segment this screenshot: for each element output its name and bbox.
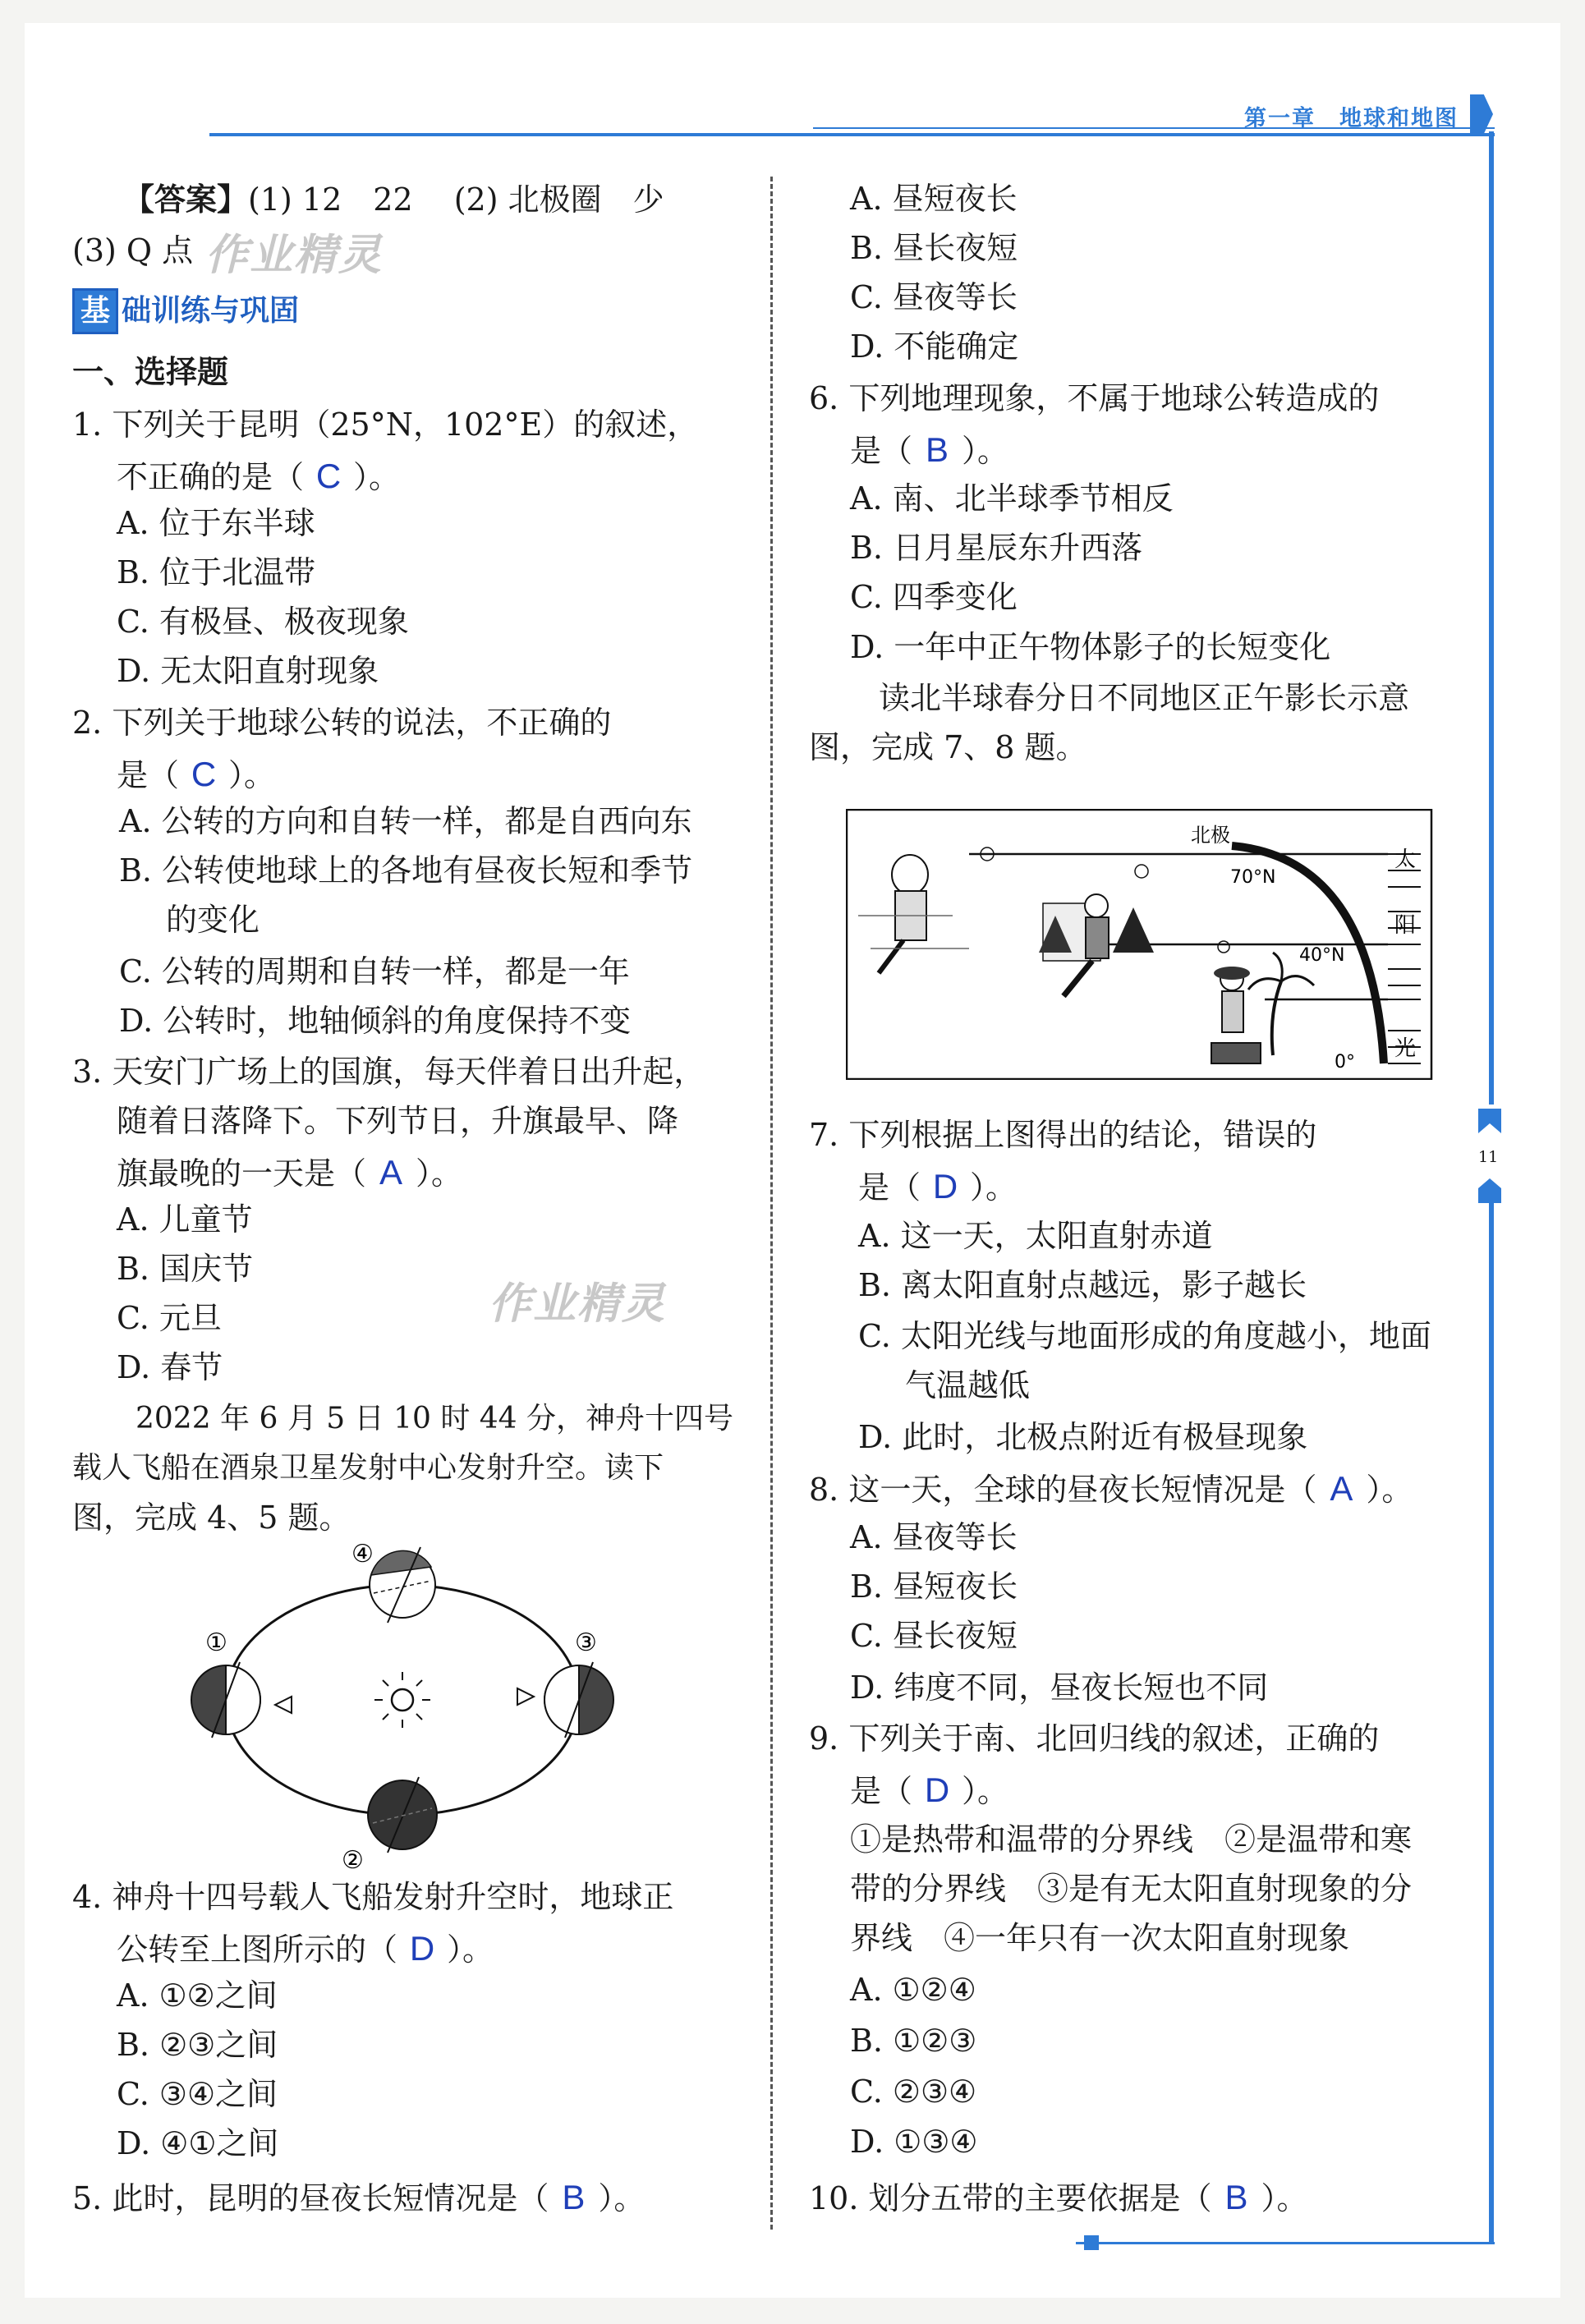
q9-statement: 带的分界线 ③是有无太阳直射现象的分 <box>850 1871 1413 1907</box>
q9-option: D. ①③④ <box>850 2124 978 2160</box>
intro-45: 2022 年 6 月 5 日 10 时 44 分，神舟十四号 <box>136 1402 734 1435</box>
q9-option: C. ②③④ <box>850 2074 977 2110</box>
q6-option: B. 日月星辰东升西落 <box>850 530 1143 566</box>
q9-statement: ①是热带和温带的分界线 ②是温带和寒 <box>850 1821 1413 1858</box>
q2-option: B. 公转使地球上的各地有昼夜长短和季节 <box>119 852 693 889</box>
q3-stem-2: 随着日落降下。下列节日，升旗最早、降 <box>117 1103 679 1139</box>
q1-answer: C <box>315 457 342 495</box>
orbit-diagram <box>181 1544 641 1872</box>
q4-option: B. ②③之间 <box>117 2027 278 2063</box>
q3-stem: 3. 天安门广场上的国旗，每天伴着日出升起， <box>72 1054 705 1090</box>
q4-option: D. ④①之间 <box>117 2125 279 2161</box>
q6-answer: B <box>926 430 949 469</box>
label-sun-1: 太 <box>1394 847 1417 872</box>
label-4: ④ <box>351 1544 374 1568</box>
label-1: ① <box>205 1628 227 1657</box>
intro-45: 载人飞船在酒泉卫星发射中心发射升空。读下 <box>72 1451 664 1485</box>
earth-position-2 <box>368 1777 437 1853</box>
q7-stem: 7. 下列根据上图得出的结论，错误的 <box>809 1117 1317 1153</box>
q6-option: A. 南、北半球季节相反 <box>850 480 1174 517</box>
q3-option: D. 春节 <box>117 1349 223 1385</box>
label-0: 0° <box>1335 1052 1355 1072</box>
q9-option: B. ①②③ <box>850 2023 977 2059</box>
sun-icon <box>374 1672 430 1728</box>
label-70n: 70°N <box>1230 867 1276 888</box>
q6-option: D. 一年中正午物体影子的长短变化 <box>850 629 1331 665</box>
q9-stem-2: 是（ D ）。 <box>850 1771 1009 1809</box>
q8-option: A. 昼夜等长 <box>850 1519 1018 1555</box>
q1-stem-2: 不正确的是（ C ）。 <box>117 457 401 495</box>
q8-option: D. 纬度不同，昼夜长短也不同 <box>850 1670 1269 1706</box>
q3-option: A. 儿童节 <box>117 1201 253 1238</box>
q4-option: C. ③④之间 <box>117 2076 278 2112</box>
page-number: 11 <box>1478 1148 1499 1166</box>
answer-line-2: (3) Q 点 <box>72 232 194 269</box>
q6-stem-2: 是（ B ）。 <box>850 430 1009 469</box>
q8-answer: A <box>1330 1469 1353 1508</box>
q1-option: D. 无太阳直射现象 <box>117 653 379 689</box>
q3-stem-3: 旗最晚的一天是（ A ）。 <box>117 1153 463 1192</box>
q9-option: A. ①②④ <box>850 1972 976 2008</box>
q4-stem-2: 公转至上图所示的（ D ）。 <box>117 1929 494 1968</box>
label-north-pole: 北极 <box>1191 824 1230 847</box>
q1-stem: 1. 下列关于昆明（25°N，102°E）的叙述， <box>72 406 699 443</box>
chapter-header: 第一章 地球和地图 <box>1244 106 1459 131</box>
q9-answer: D <box>924 1771 950 1809</box>
q2-stem: 2. 下列关于地球公转的说法，不正确的 <box>72 705 612 741</box>
label-40n: 40°N <box>1299 945 1345 966</box>
q7-option: D. 此时，北极点附近有极昼现象 <box>858 1419 1308 1455</box>
q2-option: A. 公转的方向和自转一样，都是自西向东 <box>119 803 692 839</box>
q9-stem: 9. 下列关于南、北回归线的叙述，正确的 <box>809 1720 1380 1757</box>
earth-position-4 <box>370 1547 435 1623</box>
q7-option: B. 离太阳直射点越远，影子越长 <box>858 1267 1307 1303</box>
intro-78: 图，完成 7、8 题。 <box>809 729 1087 765</box>
q5-option: B. 昼长夜短 <box>850 230 1018 266</box>
q3-option: C. 元旦 <box>117 1300 222 1336</box>
q1-option: B. 位于北温带 <box>117 554 316 590</box>
q7-option: A. 这一天，太阳直射赤道 <box>858 1218 1213 1254</box>
label-2: ② <box>342 1846 364 1872</box>
q2-option: C. 公转的周期和自转一样，都是一年 <box>119 953 630 990</box>
q10-stem: 10. 划分五带的主要依据是（ B ）。 <box>809 2178 1308 2216</box>
q7-option: C. 太阳光线与地面形成的角度越小，地面 <box>858 1318 1431 1354</box>
q2-answer: C <box>191 755 217 793</box>
q4-stem: 4. 神舟十四号载人飞船发射升空时，地球正 <box>72 1879 674 1915</box>
q5-option: A. 昼短夜长 <box>850 181 1018 217</box>
q5-stem: 5. 此时，昆明的昼夜长短情况是（ B ）。 <box>72 2178 645 2216</box>
q8-option: B. 昼短夜长 <box>850 1568 1018 1605</box>
q2-stem-2: 是（ C ）。 <box>117 755 276 793</box>
q6-option: C. 四季变化 <box>850 579 1018 615</box>
q7-answer: D <box>932 1167 958 1206</box>
footer-rule <box>1076 2242 1495 2244</box>
answer-line-1: 【答案】(1) 12 22 (2) 北极圈 少 <box>123 181 664 218</box>
q8-option: C. 昼长夜短 <box>850 1618 1018 1654</box>
intro-78: 读北半球春分日不同地区正午影长示意 <box>879 680 1410 716</box>
footer-square-icon <box>1084 2235 1099 2250</box>
earth-position-1 <box>191 1662 260 1738</box>
q8-stem: 8. 这一天，全球的昼夜长短情况是（ A ）。 <box>809 1469 1413 1508</box>
q5-option: D. 不能确定 <box>850 328 1019 365</box>
q1-option: A. 位于东半球 <box>117 505 315 541</box>
q9-statement: 界线 ④一年只有一次太阳直射现象 <box>850 1920 1350 1956</box>
q2-option-cont: 的变化 <box>166 902 260 938</box>
q4-option: A. ①②之间 <box>117 1977 278 2014</box>
q6-stem: 6. 下列地理现象，不属于地球公转造成的 <box>809 380 1380 416</box>
column-divider <box>770 177 773 2230</box>
q4-answer: D <box>409 1929 435 1968</box>
shadow-diagram <box>846 809 1433 1080</box>
q3-answer: A <box>379 1153 403 1192</box>
q2-option: D. 公转时，地轴倾斜的角度保持不变 <box>119 1003 632 1039</box>
intro-45: 图，完成 4、5 题。 <box>72 1500 351 1536</box>
header-rule <box>209 133 1495 136</box>
section-title: 基 础训练与巩固 <box>72 287 299 334</box>
q7-stem-2: 是（ D ）。 <box>858 1167 1018 1206</box>
label-sun-2: 阳 <box>1394 913 1417 938</box>
q10-answer: B <box>1224 2178 1248 2216</box>
q3-option: B. 国庆节 <box>117 1251 254 1287</box>
q1-option: C. 有极昼、极夜现象 <box>117 604 409 640</box>
q5-answer: B <box>562 2178 586 2216</box>
part-title: 一、选择题 <box>72 353 229 390</box>
label-3: ③ <box>575 1628 597 1657</box>
watermark: 作业精灵 <box>205 231 384 280</box>
earth-position-3 <box>544 1662 613 1738</box>
watermark: 作业精灵 <box>489 1279 667 1329</box>
q5-option: C. 昼夜等长 <box>850 279 1018 315</box>
q7-option-cont: 气温越低 <box>905 1367 1031 1403</box>
section-icon: 基 <box>72 288 118 334</box>
label-sun-3: 光 <box>1394 1036 1417 1061</box>
